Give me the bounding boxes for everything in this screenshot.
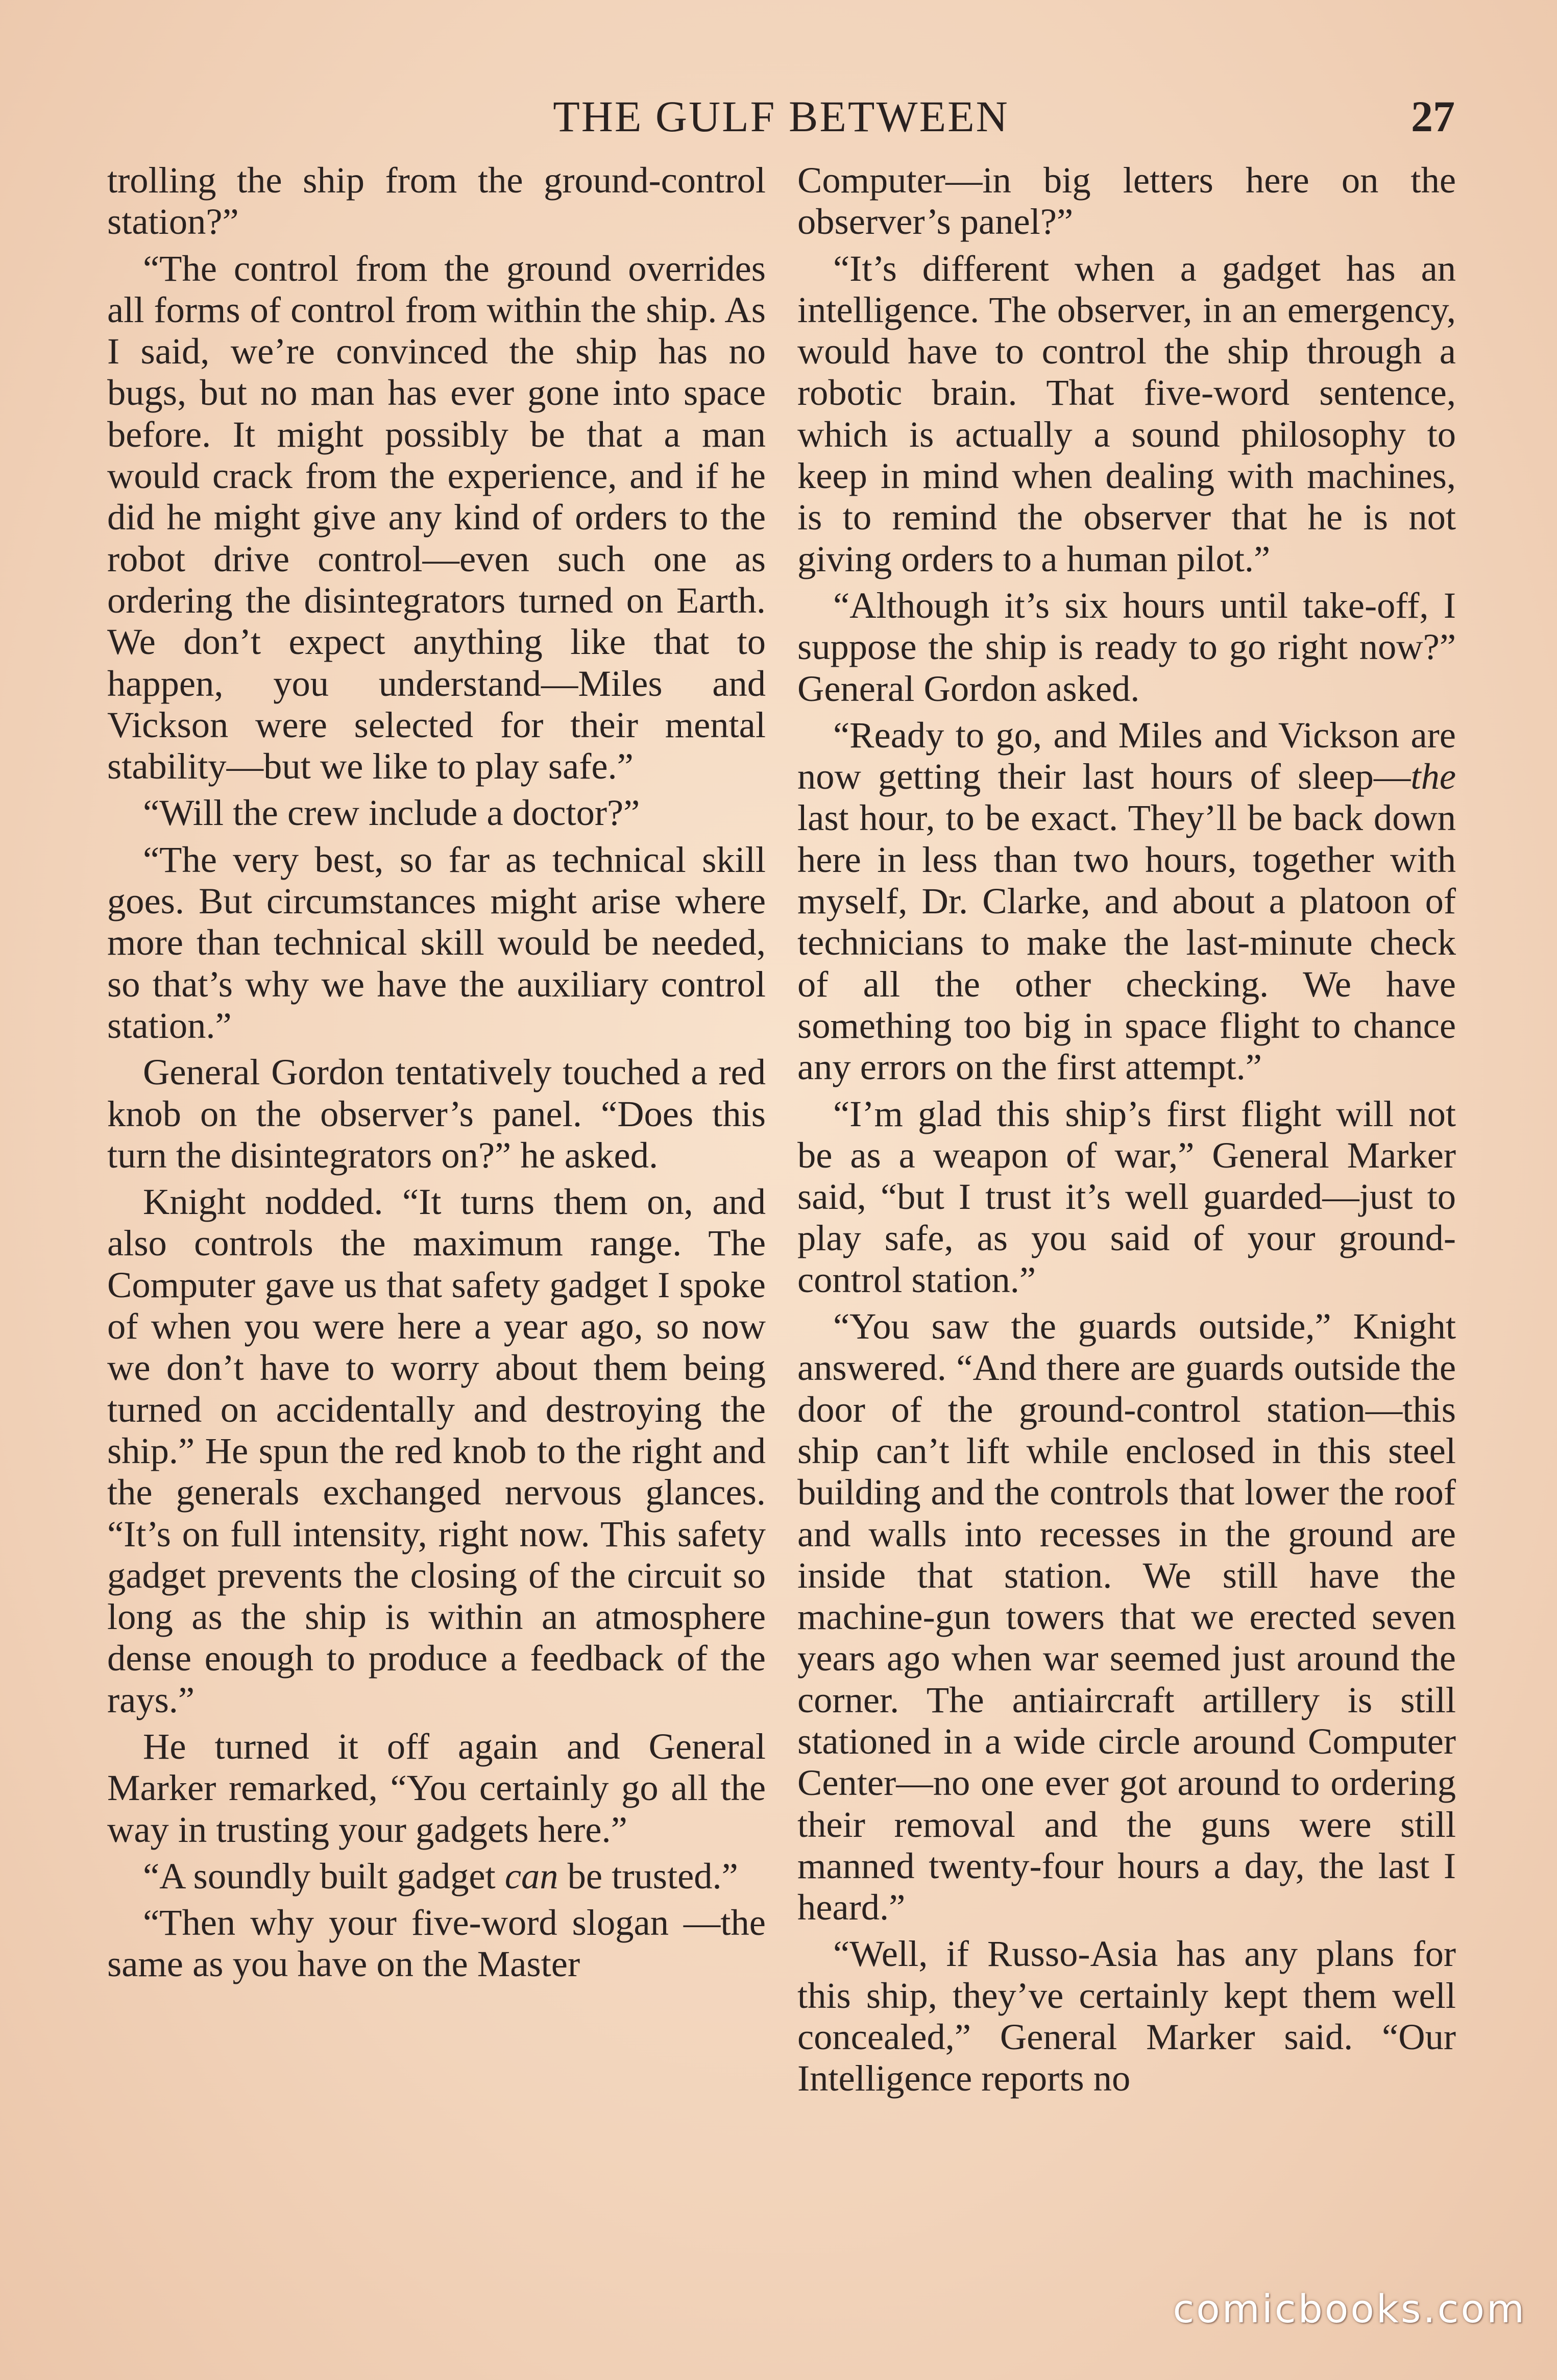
left-column xyxy=(107,159,766,1985)
emphasis: can xyxy=(504,1855,558,1897)
paragraph: “Will the crew include a doctor?” xyxy=(143,792,640,834)
paragraph: “Well, if Russo-Asia has any plans for this ship, they’ve certainly kept them well concealed,” General Marker said. “Our Intelligence reports no xyxy=(797,1933,1456,2099)
right-column xyxy=(797,159,1456,2099)
paragraph: “I’m glad this ship’s first flight will not be as a weapon of war,” General Marker said, “but I trust it’s well guarded—just to play safe, as you said of your ground-control station.” xyxy=(797,1092,1456,1300)
paragraph: “Then why your five-word slogan —the same as you have on the Master xyxy=(107,1902,766,1985)
paragraph: General Gordon tentatively touched a red knob on the observer’s panel. “Does this turn the disintegrators on?” he asked. xyxy=(107,1051,766,1176)
emphasis: the xyxy=(1410,756,1456,797)
paragraph: Computer—in big letters here on the observer’s panel?” xyxy=(797,159,1456,242)
paragraph: Knight nodded. “It turns them on, and also controls the maximum range. The Computer gave us that safety gadget I spoke of when you were here a year ago, so now we don’t have to worry about them being turned on accidentally and destroying the ship.” He spun the red knob to the right and the generals exchanged nervous glances. “It’s on full intensity, right now. This safety gadget prevents the closing of the circuit so long as the ship is within an atmosphere dense enough to produce a feedback of the rays.” xyxy=(107,1181,766,1720)
paragraph: trolling the ship from the ground-control station?” xyxy=(107,159,766,242)
paragraph: He turned it off again and General Marker remarked, “You certainly go all the way in trusting your gadgets here.” xyxy=(107,1725,766,1850)
paragraph xyxy=(107,1855,766,1897)
page-number: 27 xyxy=(1411,92,1455,141)
paragraph: “Although it’s six hours until take-off, I suppose the ship is ready to go right now?” General Gordon asked. xyxy=(797,584,1456,709)
paragraph: “The control from the ground overrides all forms of control from within the ship. As I said, we’re convinced the ship has no bugs, but no man has ever gone into space before. It might possibly be that a man would crack from the experience, and if he did he might give any kind of orders to the robot drive control—even such one as ordering the disintegrators turned on Earth. We don’t expect anything like that to happen, you understand—Miles and Vickson were selected for their mental stability—but we like to play safe.” xyxy=(107,247,766,787)
running-title: THE GULF BETWEEN xyxy=(553,92,1009,141)
text-run: be trusted.” xyxy=(558,1855,738,1897)
text-run: last hour, to be exact. They’ll be back down here in less than two hours, together with myself, Dr. Clarke, and about a platoon of technicians to make the last-minute check of all the other checking. We have something too big in space flight to chance any errors on the first attempt.” xyxy=(797,797,1456,1088)
paragraph: “You saw the guards outside,” Knight answered. “And there are guards outside the door of the ground-control station—this ship can’t lift while enclosed in this steel building and the controls that lower the roof and walls into recesses in the ground are inside that station. We still have the machine-gun towers that we erected seven years ago when war seemed just around the corner. The antiaircraft artillery is still stationed in a wide circle around Computer Center—no one ever got around to ordering their removal and the guns were still manned twenty-four hours a day, the last I heard.” xyxy=(797,1305,1456,1928)
text-run: “A soundly built gadget xyxy=(143,1855,505,1897)
text-run: “Ready to go, and Miles and Vickson are now getting their last hours of sleep— xyxy=(797,714,1456,797)
paragraph: “The very best, so far as technical skill goes. But circumstances might arise where more than technical skill would be needed, so that’s why we have the auxiliary control station.” xyxy=(107,838,766,1046)
page-header xyxy=(102,86,1460,147)
paragraph: “It’s different when a gadget has an intelligence. The observer, in an emergency, would have to control the ship through a robotic brain. That five-word sentence, which is actually a sound philosophy to keep in mind when dealing with machines, is to remind the observer that he is not giving orders to a human pilot.” xyxy=(797,247,1456,579)
watermark: comicbooks.com xyxy=(1173,2286,1526,2332)
paragraph xyxy=(797,714,1456,1088)
